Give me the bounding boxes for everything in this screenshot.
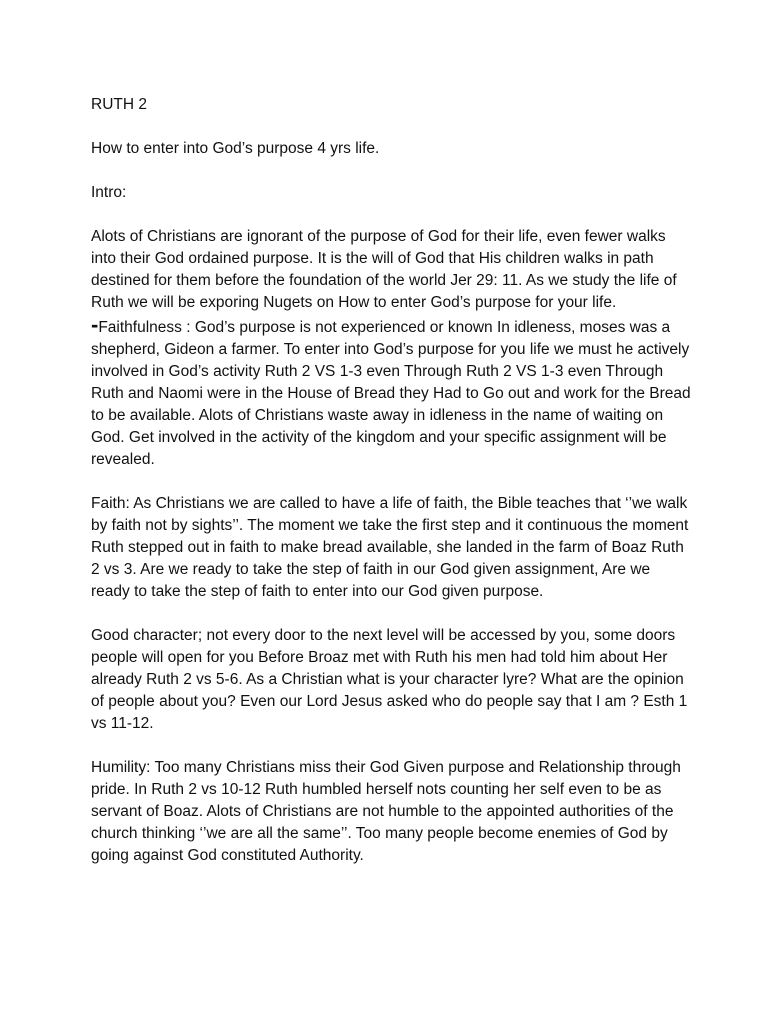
document-title: RUTH 2 — [91, 96, 147, 113]
document-subtitle: How to enter into God’s purpose 4 yrs life. — [91, 140, 380, 157]
point-faithfulness — [91, 314, 691, 471]
point-faith: Faith: As Christians we are called to have a life of faith, the Bible teaches that ‘’we walk by faith not by sights’’. The moment we take the first step and it continuous the moment Ruth stepped out in faith to make bread available, she landed in the farm of Boaz Ruth 2 vs 3. Are we ready to take the step of faith in our God given assignment, Are we ready to take the step of faith to enter into our God given purpose. — [91, 495, 689, 600]
point-humility: Humility: Too many Christians miss their God Given purpose and Relationship through pride. In Ruth 2 vs 10-12 Ruth humbled herself nots counting her self even to be as servant of Boaz. Alots of Christians are not humble to the appointed authorities of the church thinking ‘’we are all the same’’. Too many people become enemies of God by going against God constituted Authority. — [91, 759, 681, 864]
bullet-dash: - — [91, 312, 99, 337]
point-good-character: Good character; not every door to the next level will be accessed by you, some doors people will open for you Before Broaz met with Ruth his men had told him about Her already Ruth 2 vs 5-6. As a Christian what is your character lyre? What are the opinion of people about you? Even our Lord Jesus asked who do people say that I am ? Esth 1 vs 11-12. — [91, 627, 688, 732]
document-body — [91, 94, 691, 889]
intro-paragraph: Alots of Christians are ignorant of the purpose of God for their life, even fewer walks into their God ordained purpose. It is the will of God that His children walks in path destined for them before the foundation of the world Jer 29: 11. As we study the life of Ruth we will be exporing Nugets on How to enter God’s purpose for your life. — [91, 228, 677, 311]
point-text: Faithfulness : God’s purpose is not experienced or known In idleness, moses was a shepherd, Gideon a farmer. To enter into God’s purpose for you life we must he actively involved in God’s activity Ruth 2 VS 1-3 even Through Ruth 2 VS 1-3 even Through Ruth and Naomi were in the House of Bread they Had to Go out and work for the Bread to be available. Alots of Christians waste away in idleness in the name of waiting on God. Get involved in the activity of the kingdom and your specific assignment will be revealed. — [91, 319, 691, 468]
intro-label: Intro: — [91, 184, 127, 201]
